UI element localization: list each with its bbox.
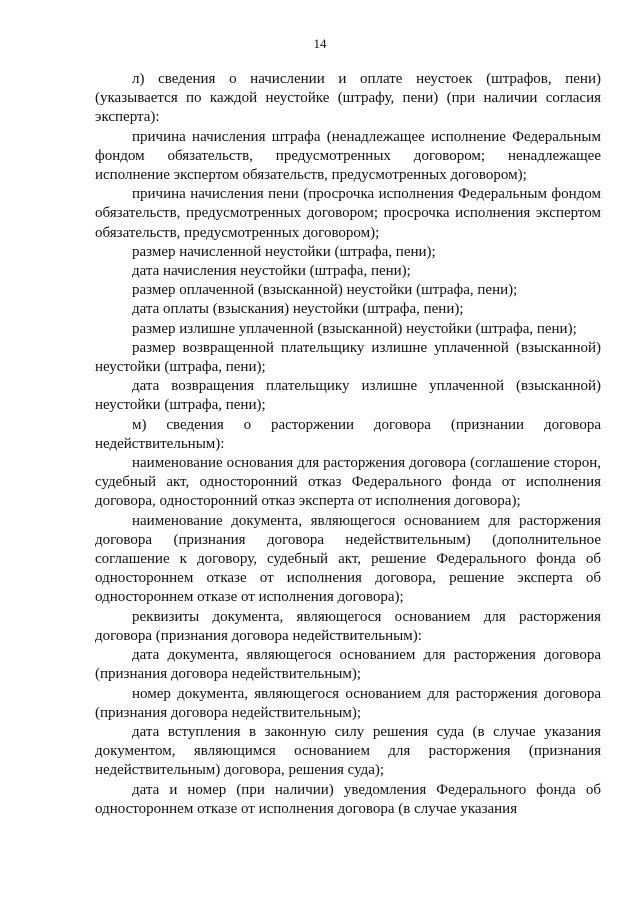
paragraph-termination-basis: наименование основания для расторжения договора (соглашение сторон, судебный акт, односторонний отказ Федерального фонда от исполнения договора, односторонний отказ эксперта от исполнения договора);	[95, 455, 601, 510]
paragraph-overpaid-amount: размер излишне уплаченной (взысканной) неустойки (штрафа, пени);	[132, 320, 577, 337]
paragraph-document-date: дата документа, являющегося основанием для расторжения договора (признания договора недействительным);	[95, 647, 601, 683]
paragraph-refunded-amount: размер возвращенной плательщику излишне уплаченной (взысканной) неустойки (штрафа, пени);	[95, 339, 601, 376]
paragraph-notice-date-number: дата и номер (при наличии) уведомления Федерального фонда об одностороннем отказе от исполнения договора (в случае указания	[95, 781, 601, 817]
paragraph-fine-reason: причина начисления штрафа (ненадлежащее исполнение Федеральным фондом обязательств, предусмотренных договором; ненадлежащее исполнение экспертом обязательств, предусмотренных договором);	[95, 128, 601, 184]
paragraph-payment-date: дата оплаты (взыскания) неустойки (штрафа, пени);	[132, 301, 464, 318]
paragraph-accrual-date: дата начисления неустойки (штрафа, пени);	[132, 263, 411, 280]
paragraph-court-decision-date: дата вступления в законную силу решения суда (в случае указания документом, являющимся основанием для расторжения (признания недействительным) договора, решения суда);	[95, 723, 601, 779]
paragraph-paid-amount: размер оплаченной (взысканной) неустойки (штрафа, пени);	[132, 282, 518, 299]
paragraph-document-details: реквизиты документа, являющегося основанием для расторжения договора (признания договора недействительным):	[95, 608, 601, 644]
paragraph-document-number: номер документа, являющегося основанием для расторжения договора (признания договора недействительным);	[95, 685, 601, 721]
paragraph-termination-document: наименование документа, являющегося основанием для расторжения договора (признания договора недействительным) (дополнительное соглашение к договору, судебный акт, решение Федерального фонда об одностороннем отказе от исполнения договора, решение эксперта об одностороннем отказе от исполнения договора);	[95, 512, 601, 606]
paragraph-accrued-amount: размер начисленной неустойки (штрафа, пени);	[132, 243, 436, 260]
document-body	[95, 70, 601, 819]
paragraph-refund-date: дата возвращения плательщику излишне уплаченной (взысканной) неустойки (штрафа, пени);	[95, 378, 601, 414]
paragraph-m-termination: м) сведения о расторжении договора (признании договора недействительным):	[95, 416, 601, 452]
paragraph-penalty-reason: причина начисления пени (просрочка исполнения Федеральным фондом обязательств, предусмотренных договором; просрочка исполнения экспертом обязательств, предусмотренных договором);	[95, 186, 601, 241]
paragraph-l-penalties: л) сведения о начислении и оплате неустоек (штрафов, пени) (указывается по каждой неустойке (штрафу, пени) (при наличии согласия эксперта):	[95, 71, 601, 126]
page-number: 14	[313, 36, 327, 51]
